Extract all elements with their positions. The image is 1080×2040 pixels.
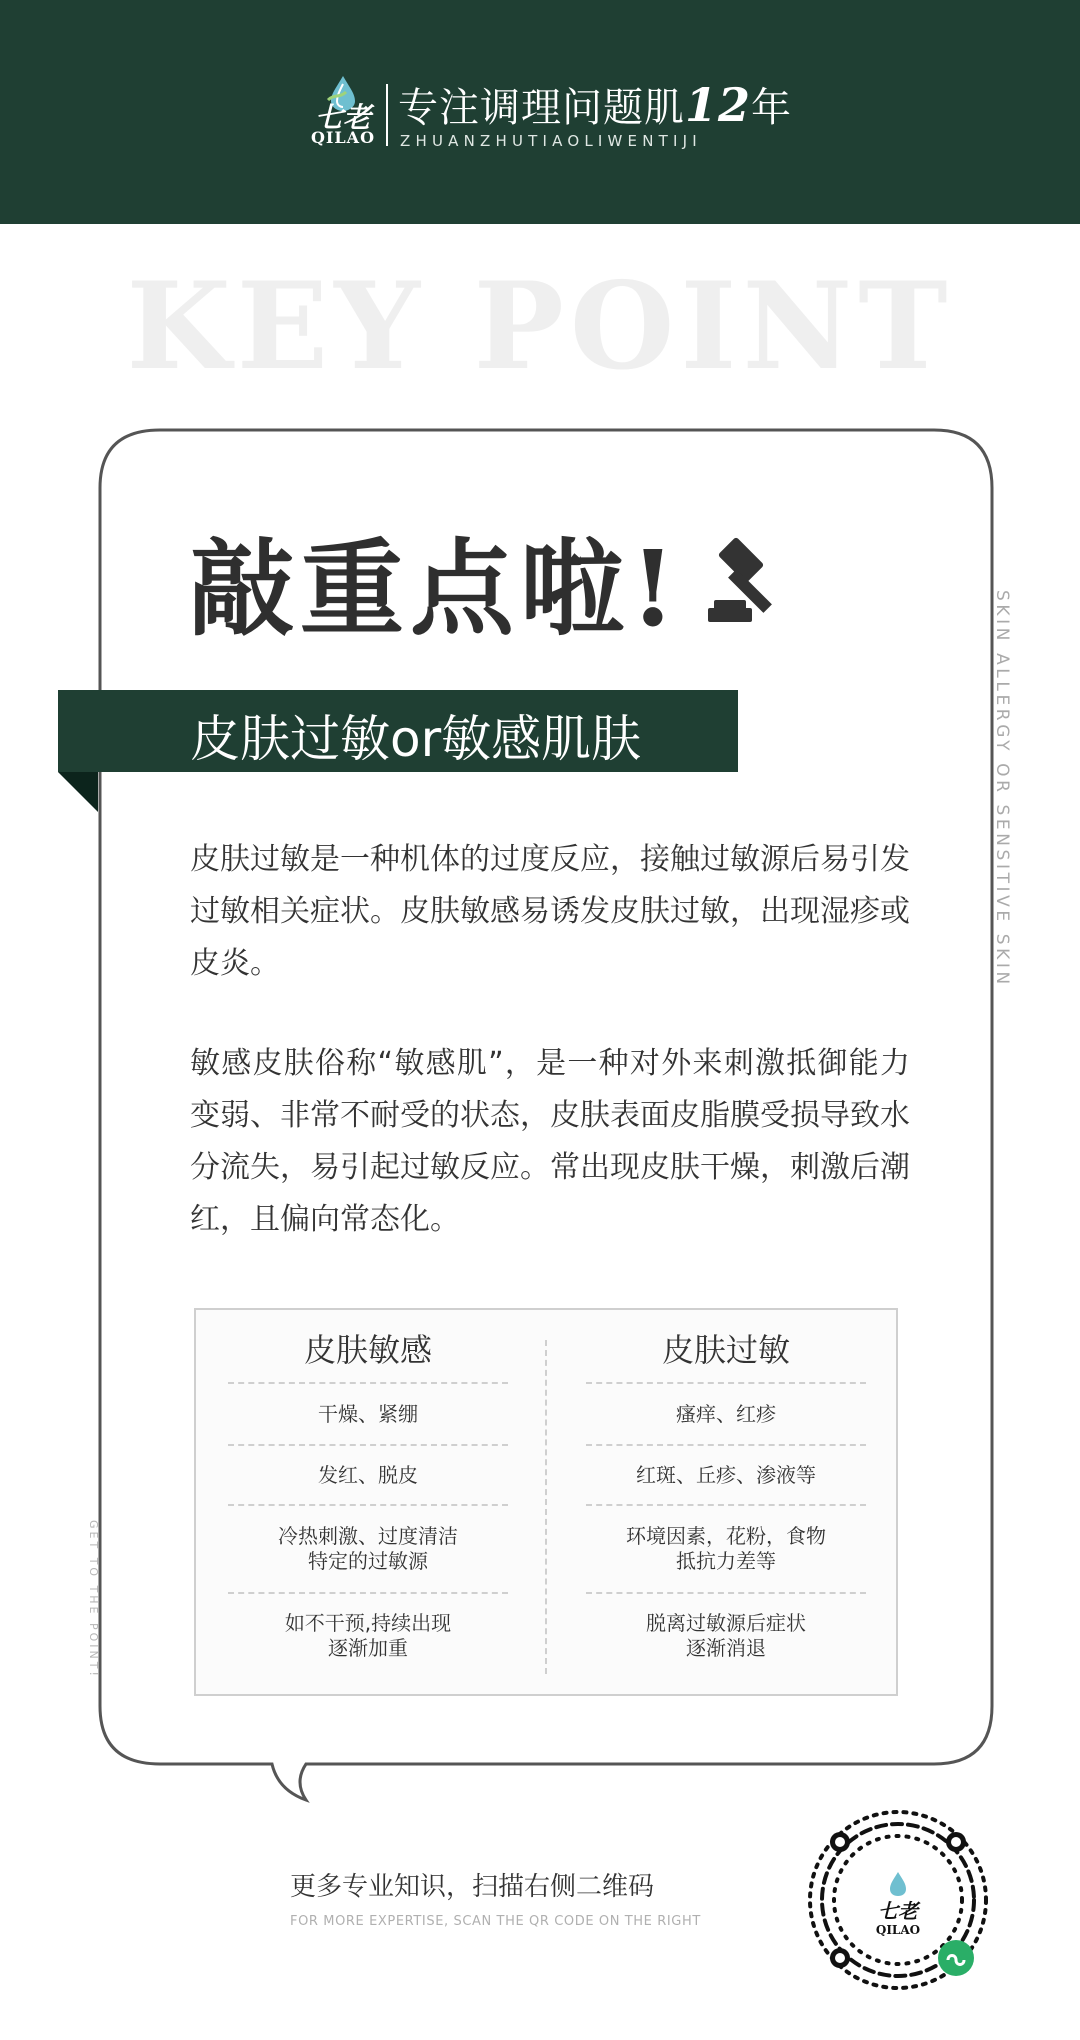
paragraph-allergy: 皮肤过敏是一种机体的过度反应，接触过敏源后易引发过敏相关症状。皮肤敏感易诱发皮肤过敏，出现湿疹或皮炎。 [190,842,910,981]
column-heading: 皮肤过敏 [661,1331,790,1369]
paragraph-sensitive: 敏感皮肤俗称“敏感肌”，是一种对外来刺激抵御能力变弱、非常不耐受的状态，皮肤表面皮脂膜受损导致水分流失，易引起过敏反应。常出现皮肤干燥，刺激后潮红，且偏向常态化。 [190,1046,910,1237]
svg-text:QILAO: QILAO [875,1923,921,1937]
column-allergy [586,1310,866,1678]
header-subtitle: ZHUANZHUTIAOLIWENTIJI [400,132,702,150]
banner-fold [58,772,98,812]
table-cell: 如不干预,持续出现 逐渐加重 [228,1592,508,1678]
column-sensitive [228,1310,508,1678]
table-cell: 脱离过敏源后症状 逐渐消退 [586,1592,866,1678]
svg-text:七老: 七老 [878,1899,918,1923]
table-cell: 干燥、紧绷 [228,1382,508,1444]
column-divider [545,1340,547,1674]
table-cell: 环境因素，花粉，食物 抵抗力差等 [586,1504,866,1592]
section-banner [58,690,738,772]
logo-english: QILAO [310,128,376,147]
gavel-icon [704,536,794,626]
logo-chinese: 七老 [314,101,371,134]
key-point-watermark: KEY POINT [126,256,954,397]
column-heading: 皮肤敏感 [303,1331,432,1369]
comparison-table [194,1308,898,1696]
footer-cta-english: FOR MORE EXPERTISE, SCAN THE QR CODE ON THE RIGHT [290,1914,701,1929]
qr-code-icon[interactable] [798,1800,998,2000]
footer-cta: 更多专业知识，扫描右侧二维码 [290,1872,655,1902]
table-cell: 瘙痒、红疹 [586,1382,866,1444]
banner-title: 皮肤过敏or敏感肌肤 [190,710,642,768]
header-title: 专注调理问题肌12年 [398,78,793,132]
table-cell: 冷热刺激、过度清洁 特定的过敏源 [228,1504,508,1592]
table-cell: 红斑、丘疹、渗液等 [586,1444,866,1504]
table-cell: 发红、脱皮 [228,1444,508,1504]
headline: 敲重点啦! [190,527,682,650]
